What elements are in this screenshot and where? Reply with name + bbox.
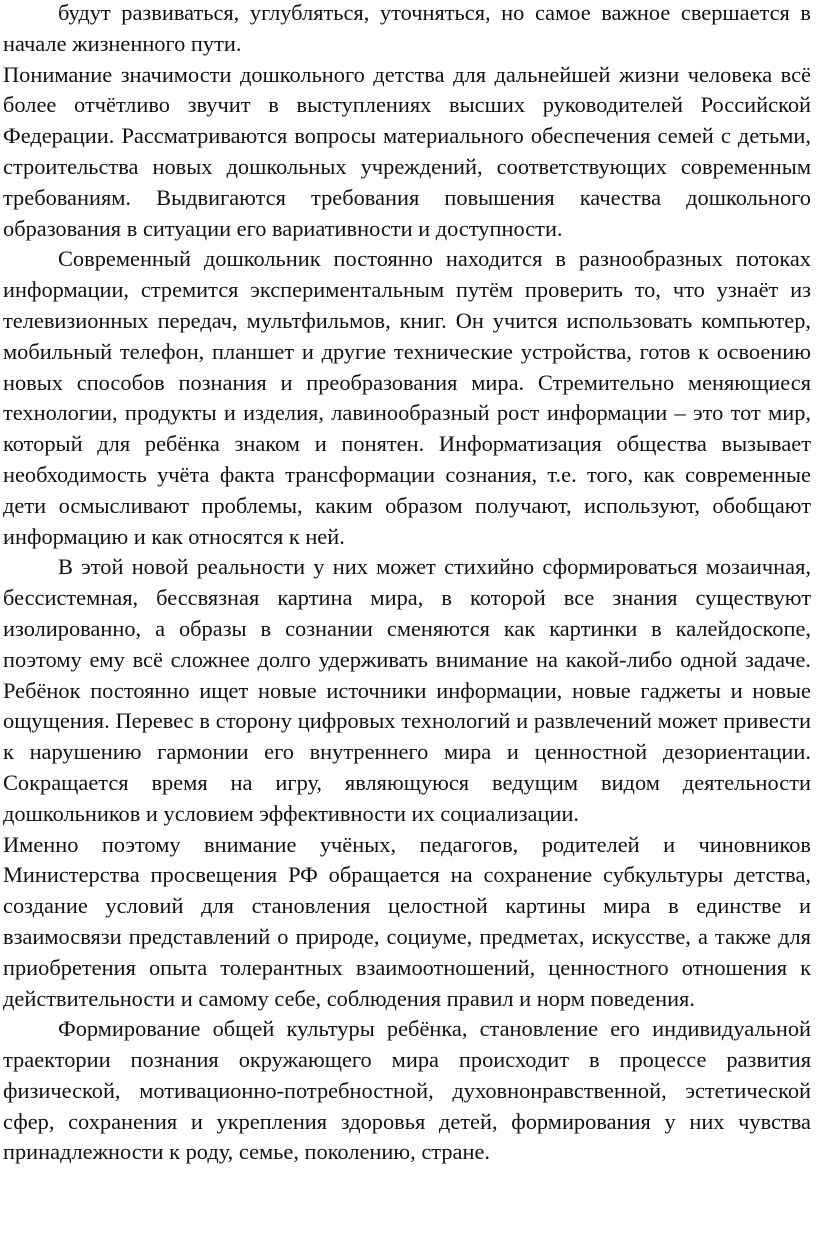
paragraph-2: Понимание значимости дошкольного детства для дальнейшей жизни человека всё более отчётливо звучит в выступлениях высших руководителей Российской Федерации. Рассматриваются вопросы материального обеспечения семей с детьми, строительства новых дошкольных учреждений, соответствующих современным требованиям. Выдвигаются требования повышения качества дошкольного образования в ситуации его вариативности и доступности. xyxy=(3,61,811,241)
paragraph-5: Именно поэтому внимание учёных, педагогов, родителей и чиновников Министерства просвещения РФ обращается на сохранение субкультуры детства, создание условий для становления целостной картины мира в единстве и взаимосвязи представлений о природе, социуме, предметах, искусстве, а также для приобретения опыта толерантных взаимоотношений, ценностного отношения к действительности и самому себе, соблюдения правил и норм поведения. xyxy=(3,831,811,1011)
paragraph-1: будут развиваться, углубляться, уточняться, но самое важное свершается в начале жизненного пути. xyxy=(3,0,811,56)
paragraph-3: Современный дошкольник постоянно находится в разнообразных потоках информации, стремится экспериментальным путём проверить то, что узнаёт из телевизионных передач, мультфильмов, книг. Он учится использовать компьютер, мобильный телефон, планшет и другие технические устройства, готов к освоению новых способов познания и преобразования мира. Стремительно меняющиеся технологии, продукты и изделия, лавинообразный рост информации – это тот мир, который для ребёнка знаком и понятен. Информатизация общества вызывает необходимость учёта факта трансформации сознания, т.е. того, как современные дети осмысливают проблемы, каким образом получают, используют, обобщают информацию и как относятся к ней. xyxy=(3,246,811,549)
paragraph-4: В этой новой реальности у них может стихийно сформироваться мозаичная, бессистемная, бессвязная картина мира, в которой все знания существуют изолированно, а образы в сознании сменяются как картинки в калейдоскопе, поэтому ему всё сложнее долго удерживать внимание на какой-либо одной задаче. Ребёнок постоянно ищет новые источники информации, новые гаджеты и новые ощущения. Перевес в сторону цифровых технологий и развлечений может привести к нарушению гармонии его внутреннего мира и ценностной дезориентации. Сокращается время на игру, являющуюся ведущим видом деятельности дошкольников и условием эффективности их социализации. xyxy=(3,554,811,826)
paragraph-6: Формирование общей культуры ребёнка, становление его индивидуальной траектории познания окружающего мира происходит в процессе развития физической, мотивационно-потребностной, духовнонравственной, эстетической сфер, сохранения и укрепления здоровья детей, формирования у них чувства принадлежности к роду, семье, поколению, стране. xyxy=(3,1016,811,1165)
